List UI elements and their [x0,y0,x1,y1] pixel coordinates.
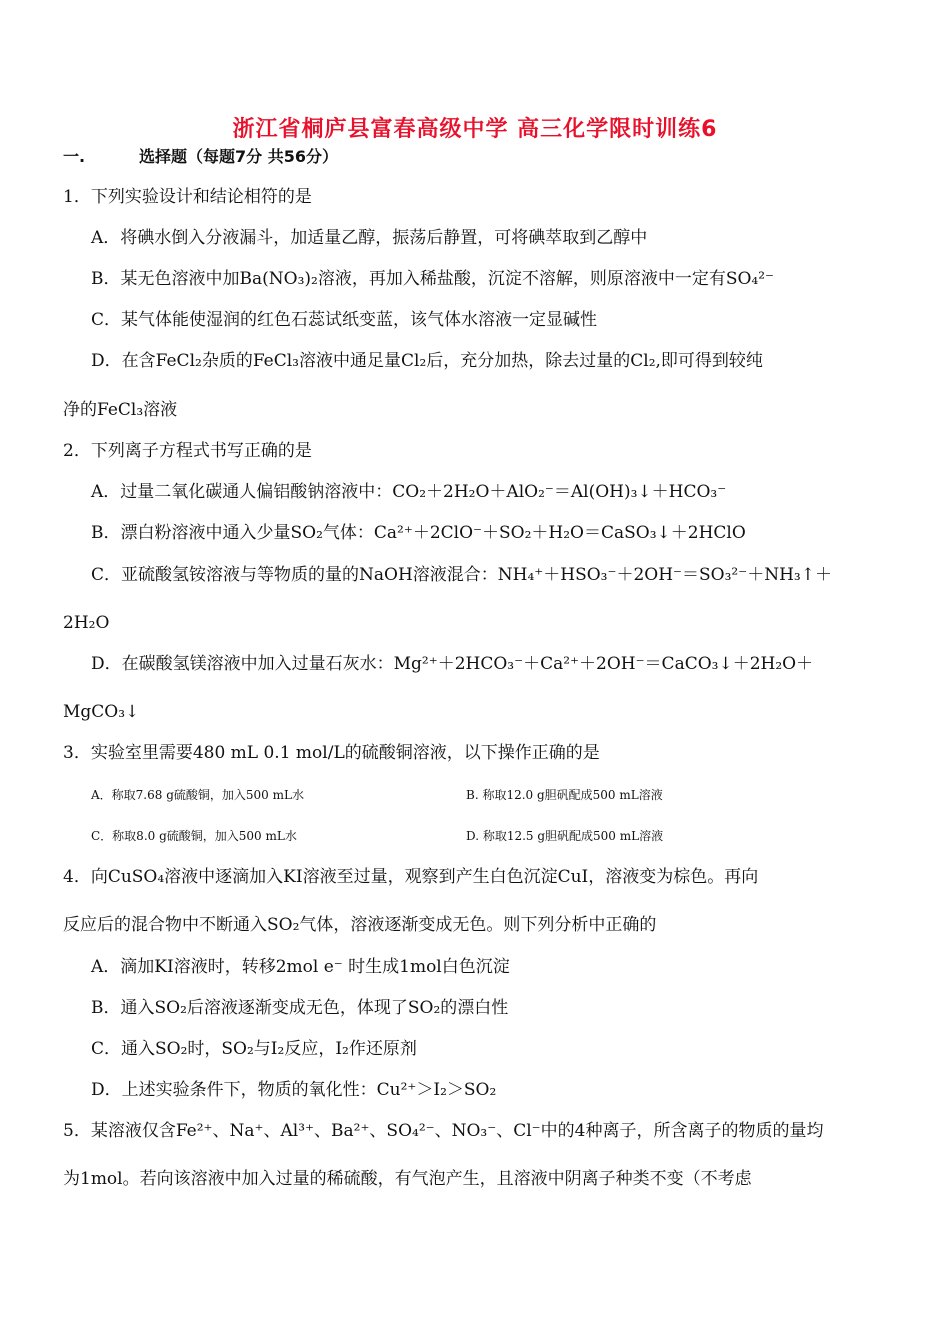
question-3-options-cd [91,825,950,847]
question-5-stem: 5．某溶液仅含Fe²⁺、Na⁺、Al³⁺、Ba²⁺、SO₄²⁻、NO₃⁻、Cl⁻中的4种离子，所含离子的物质的量均 [63,1121,824,1141]
question-3-option-b: B. 称取12.0 g胆矾配成500 mL溶液 [466,788,663,802]
question-3-stem: 3．实验室里需要480 mL 0.1 mol/L的硫酸铜溶液，以下操作正确的是 [63,743,600,763]
question-4-option-b: B．通入SO₂后溶液逐渐变成无色，体现了SO₂的漂白性 [91,998,509,1018]
question-2-option-c: C．亚硫酸氢铵溶液与等物质的量的NaOH溶液混合：NH₄⁺＋HSO₃⁻＋2OH⁻＝SO₃²⁻＋NH₃↑＋ [91,565,832,585]
question-2-option-d: D．在碳酸氢镁溶液中加入过量石灰水：Mg²⁺＋2HCO₃⁻＋Ca²⁺＋2OH⁻＝CaCO₃↓＋2H₂O＋ [91,654,814,674]
question-1-option-d-continued: 净的FeCl₃溶液 [63,400,178,420]
question-4-option-c: C．通入SO₂时，SO₂与I₂反应，I₂作还原剂 [91,1039,417,1059]
question-4-stem: 4．向CuSO₄溶液中逐滴加入KI溶液至过量，观察到产生白色沉淀CuI，溶液变为棕色。再向 [63,867,759,887]
question-4-option-a: A．滴加KI溶液时，转移2mol e⁻ 时生成1mol白色沉淀 [91,957,510,977]
question-3-option-d: D. 称取12.5 g胆矾配成500 mL溶液 [466,829,664,843]
question-2-option-a: A．过量二氧化碳通人偏铝酸钠溶液中：CO₂＋2H₂O＋AlO₂⁻＝Al(OH)₃↓＋HCO₃⁻ [91,482,727,502]
question-3-options-ab [91,784,950,806]
question-2-stem: 2．下列离子方程式书写正确的是 [63,441,312,461]
question-1-option-b: B．某无色溶液中加Ba(NO₃)₂溶液，再加入稀盐酸，沉淀不溶解，则原溶液中一定有SO₄²⁻ [91,269,775,289]
question-1-option-c: C．某气体能使湿润的红色石蕊试纸变蓝，该气体水溶液一定显碱性 [91,310,598,330]
section-heading [63,146,338,168]
question-3-option-c: C．称取8.0 g硫酸铜，加入500 mL水 [91,829,297,843]
question-1-option-a: A．将碘水倒入分液漏斗，加适量乙醇，振荡后静置，可将碘萃取到乙醇中 [91,228,648,248]
question-1-option-d: D．在含FeCl₂杂质的FeCl₃溶液中通足量Cl₂后，充分加热，除去过量的Cl₂,即可得到较纯 [91,351,763,371]
section-number: 一. [63,147,86,166]
question-1-stem: 1．下列实验设计和结论相符的是 [63,187,312,207]
section-text: 选择题（每题7分 共56分） [139,147,338,166]
question-5-stem-continued: 为1mol。若向该溶液中加入过量的稀硫酸，有气泡产生，且溶液中阴离子种类不变（不考虑 [63,1169,752,1189]
document-title: 浙江省桐庐县富春高级中学 高三化学限时训练6 [232,117,718,142]
question-3-option-a: A．称取7.68 g硫酸铜，加入500 mL水 [91,788,304,802]
question-2-option-c-continued: 2H₂O [63,613,110,633]
question-2-option-b: B．漂白粉溶液中通入少量SO₂气体：Ca²⁺＋2ClO⁻＋SO₂＋H₂O＝CaSO₃↓＋2HClO [91,523,746,543]
question-4-stem-continued: 反应后的混合物中不断通入SO₂气体，溶液逐渐变成无色。则下列分析中正确的 [63,915,657,935]
question-2-option-d-continued: MgCO₃↓ [63,702,140,722]
question-4-option-d: D．上述实验条件下，物质的氧化性：Cu²⁺＞I₂＞SO₂ [91,1080,497,1100]
